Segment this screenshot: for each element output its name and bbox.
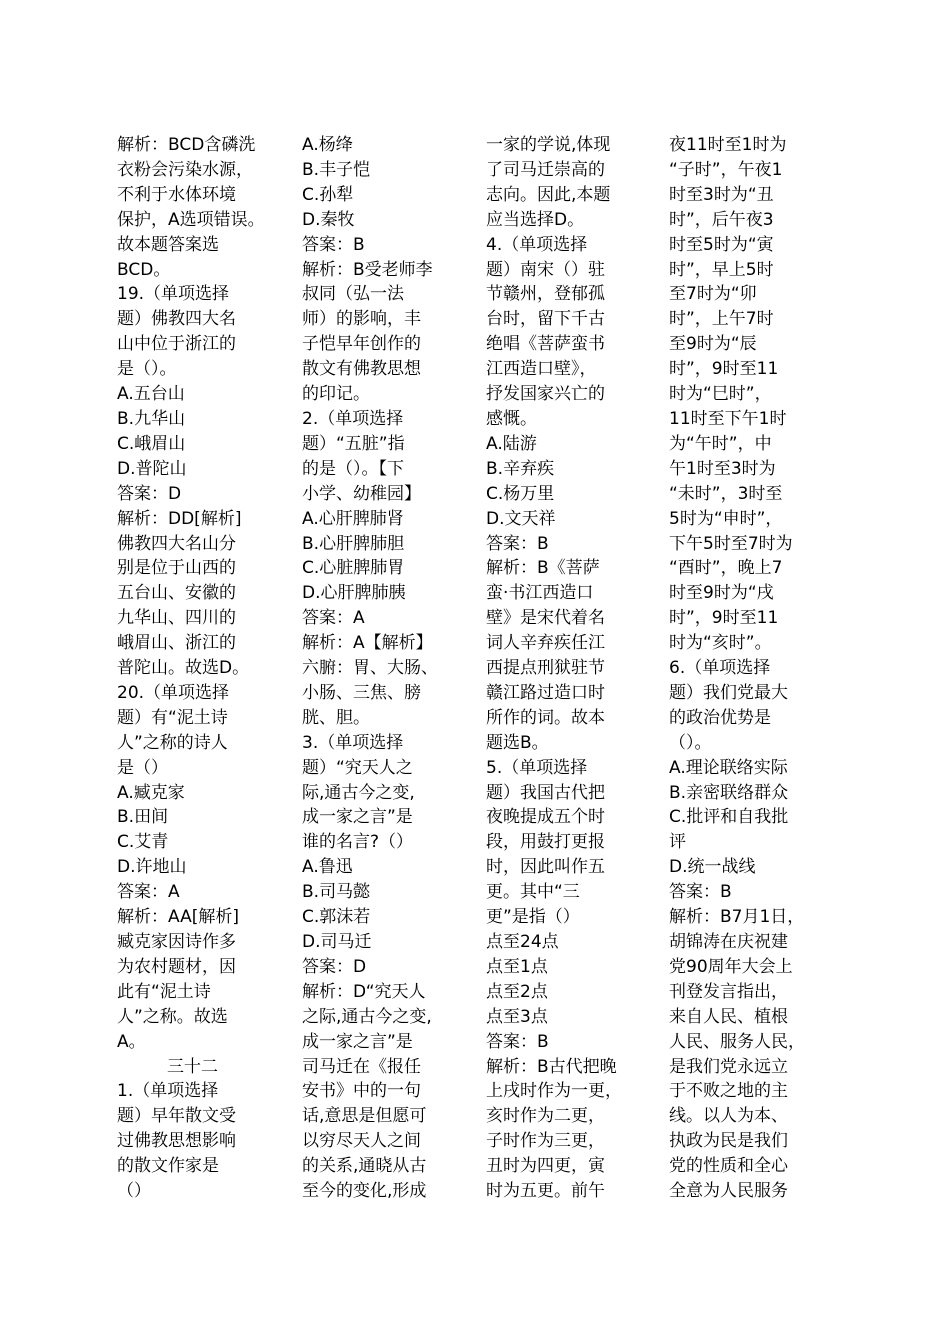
text-line: 2.（单项选择 — [302, 408, 404, 429]
text-line: 时”，早上5时 — [669, 259, 774, 280]
text-line: 20.（单项选择 — [117, 682, 230, 703]
text-line: 六腑：胃、大肠、 — [302, 658, 438, 679]
text-line: B.田间 — [117, 807, 169, 828]
text-line: 至9时为“辰 — [669, 334, 757, 355]
text-line: “子时”，午夜1 — [669, 159, 783, 180]
text-line: 夜11时至1时为 — [669, 135, 787, 155]
text-line: 成一家之言”是 — [302, 1031, 413, 1052]
text-line: 3.（单项选择 — [302, 732, 404, 753]
text-line: 党的性质和全心 — [669, 1156, 788, 1177]
text-line: 臧克家因诗作多 — [117, 932, 236, 952]
text-line: 一家的学说,体现 — [486, 135, 611, 155]
text-line: 赣江路过造口时 — [486, 682, 605, 703]
text-line: D.心肝脾肺胰 — [302, 583, 406, 604]
text-line: 司马迁在《报任 — [302, 1056, 421, 1077]
text-line: 安书》中的一句 — [302, 1081, 421, 1102]
text-line: 更”是指（） — [486, 907, 580, 928]
text-line: 解析：B7月1日， — [669, 907, 805, 928]
text-line: 人”之称。故选 — [117, 1006, 228, 1027]
text-line: 际,通古今之变, — [302, 782, 415, 803]
text-line: 所作的词。故本 — [486, 707, 605, 728]
text-column-3 — [486, 133, 644, 1204]
text-column-2 — [302, 133, 460, 1204]
text-line: 人民、服务人民， — [669, 1031, 805, 1052]
text-line: 答案：A — [117, 882, 180, 903]
text-line: 刊登发言指出， — [669, 981, 788, 1002]
text-line: 西提点刑狱驻节 — [486, 658, 605, 679]
text-line: 胡锦涛在庆祝建 — [669, 932, 788, 952]
text-line: 点至24点 — [486, 932, 559, 952]
text-line: C.艾青 — [117, 832, 169, 853]
text-line: （）。 — [669, 732, 712, 753]
text-line: “酉时”，晚上7 — [669, 558, 783, 579]
text-line: 答案：D — [117, 483, 182, 504]
text-line: 解析：A【解析】 — [302, 633, 433, 654]
text-line: 的印记。 — [302, 384, 370, 405]
text-line: C.峨眉山 — [117, 433, 186, 454]
text-line: C.郭沫若 — [302, 907, 371, 928]
text-line: 子时作为三更， — [486, 1131, 605, 1152]
text-line: B.心肝脾肺胆 — [302, 533, 405, 554]
text-line: 党90周年大会上 — [669, 956, 793, 977]
text-line: 此有“泥土诗 — [117, 981, 211, 1002]
text-line: A.鲁迅 — [302, 857, 353, 878]
text-line: 全意为人民服务 — [669, 1181, 788, 1202]
text-line: 时至3时为“丑 — [669, 184, 774, 205]
text-line: 题选B。 — [486, 732, 549, 753]
text-line: 人”之称的诗人 — [117, 732, 228, 753]
text-line: 散文有佛教思想 — [302, 359, 421, 380]
text-line: 衣粉会污染水源， — [117, 159, 253, 180]
text-line: B.亲密联络群众 — [669, 782, 789, 803]
text-line: A.理论联络实际 — [669, 757, 788, 778]
text-line: 1.（单项选择 — [117, 1081, 219, 1102]
text-line: 上戌时作为一更， — [486, 1081, 622, 1102]
text-line: 节赣州，登郁孤 — [486, 284, 605, 305]
text-column-4 — [669, 133, 829, 1204]
text-line: 之际,通古今之变, — [302, 1006, 432, 1027]
text-line: 答案：A — [302, 608, 365, 629]
text-line: 时，因此叫作五 — [486, 857, 605, 878]
text-line: 江西造口壁》， — [486, 359, 597, 380]
text-line: 点至3点 — [486, 1006, 548, 1027]
text-line: 时”，后午夜3 — [669, 209, 774, 230]
text-line: 于不败之地的主 — [669, 1081, 788, 1102]
text-line: D.文天祥 — [486, 508, 556, 529]
text-line: 以穷尽天人之间 — [302, 1131, 421, 1152]
text-line: A.五台山 — [117, 384, 185, 405]
text-line: 题）我国古代把 — [486, 782, 605, 803]
text-line: B.辛弃疾 — [486, 458, 555, 479]
text-line: A.陆游 — [486, 433, 537, 454]
text-line: 下午5时至7时为 — [669, 533, 793, 554]
text-line: 台时，留下千古 — [486, 309, 605, 330]
text-line: 解析：B《菩萨 — [486, 558, 600, 579]
text-line: 的是（）。【下 — [302, 458, 404, 479]
text-line: 子恺早年创作的 — [302, 334, 421, 355]
text-line: C.批评和自我批 — [669, 807, 789, 828]
text-line: 绝唱《菩萨蛮书 — [486, 334, 605, 355]
text-line: 师）的影响，丰 — [302, 309, 421, 330]
text-line: A.臧克家 — [117, 782, 185, 803]
text-line: 亥时作为二更， — [486, 1106, 605, 1127]
text-line: 五台山、安徽的 — [117, 583, 236, 604]
text-line: D.许地山 — [117, 857, 187, 878]
text-line: 保护，A选项错误。 — [117, 209, 265, 230]
text-line: 19.（单项选择 — [117, 284, 230, 305]
text-line: 至今的变化,形成 — [302, 1181, 427, 1202]
text-line: 6.（单项选择 — [669, 658, 771, 679]
text-line: 答案：D — [302, 956, 367, 977]
text-line: C.心脏脾肺胃 — [302, 558, 405, 579]
text-line: 感慨。 — [486, 408, 537, 429]
text-line: 线。以人为本、 — [669, 1106, 788, 1127]
text-line: 丑时为四更，寅 — [486, 1156, 605, 1177]
text-line: 题）早年散文受 — [117, 1106, 236, 1127]
text-line: 时为五更。前午 — [486, 1181, 605, 1202]
text-line: D.统一战线 — [669, 857, 756, 878]
text-line: 时至5时为“寅 — [669, 234, 774, 255]
text-line: 夜晚提成五个时 — [486, 807, 605, 828]
text-line: 11时至下午1时 — [669, 408, 787, 429]
text-line: 解析：D“究天人 — [302, 981, 426, 1002]
text-line: 题）有“泥土诗 — [117, 707, 228, 728]
text-line: C.孙犁 — [302, 184, 354, 205]
text-line: 话,意思是但愿可 — [302, 1106, 427, 1127]
text-line: A.心肝脾肺肾 — [302, 508, 404, 529]
text-line: 解析：DD[解析] — [117, 508, 242, 529]
text-line: 解析：B古代把晚 — [486, 1056, 617, 1077]
text-column-1 — [117, 133, 275, 1204]
text-line: 时为“巳时”， — [669, 384, 772, 405]
text-line: 佛教四大名山分 — [117, 533, 236, 554]
text-line: 答案：B — [486, 1031, 549, 1052]
text-line: B.九华山 — [117, 408, 186, 429]
text-line: B.司马懿 — [302, 882, 371, 903]
text-line: 的关系,通晓从古 — [302, 1156, 427, 1177]
text-line: 题）我们党最大 — [669, 682, 788, 703]
text-line: 词人辛弃疾任江 — [486, 633, 605, 654]
text-line: 午1时至3时为 — [669, 458, 776, 479]
text-line: 峨眉山、浙江的 — [117, 633, 236, 654]
text-line: 点至2点 — [486, 981, 548, 1002]
text-line: 5时为“申时”， — [669, 508, 783, 529]
text-line: 叔同（弘一法 — [302, 284, 404, 305]
text-line: 为“午时”，中 — [669, 433, 772, 454]
text-line: 应当选择D。 — [486, 209, 585, 230]
text-line: 时至9时为“戌 — [669, 583, 774, 604]
text-line: 胱、胆。 — [302, 707, 370, 728]
text-line: 更。其中“三 — [486, 882, 580, 903]
text-line: “未时”，3时至 — [669, 483, 783, 504]
text-line: 时”，9时至11 — [669, 608, 779, 629]
text-line: 抒发国家兴亡的 — [486, 384, 605, 405]
text-line: 蛮·书江西造口 — [486, 583, 594, 604]
text-line: 4.（单项选择 — [486, 234, 588, 255]
text-line: 段，用鼓打更报 — [486, 832, 605, 853]
text-line: D.普陀山 — [117, 458, 187, 479]
text-line: 山中位于浙江的 — [117, 334, 236, 355]
text-line: 题）“五脏”指 — [302, 433, 405, 454]
text-line: 别是位于山西的 — [117, 558, 236, 579]
text-line: 题）佛教四大名 — [117, 309, 236, 330]
text-line: 成一家之言”是 — [302, 807, 413, 828]
text-line: D.司马迁 — [302, 932, 372, 952]
text-line: 故本题答案选 — [117, 234, 219, 255]
text-line: 是（） — [117, 757, 168, 778]
text-line: A.杨绛 — [302, 135, 353, 155]
text-line: 的散文作家是 — [117, 1156, 219, 1177]
text-line: （） — [117, 1181, 151, 1202]
text-line: D.秦牧 — [302, 209, 355, 230]
text-line: B.丰子恺 — [302, 159, 371, 180]
section-heading: 三十二 — [167, 1056, 218, 1077]
text-line: 评 — [669, 832, 686, 853]
text-line: 是（）。 — [117, 359, 177, 380]
text-line: 志向。因此,本题 — [486, 184, 611, 205]
text-line: 点至1点 — [486, 956, 548, 977]
text-line: 是我们党永远立 — [669, 1056, 788, 1077]
text-line: 题）南宋（）驻 — [486, 259, 605, 280]
text-line: 来自人民、植根 — [669, 1006, 788, 1027]
text-line: 解析：AA[解析] — [117, 907, 239, 928]
text-line: 小学、幼稚园】 — [302, 483, 421, 504]
text-line: 5.（单项选择 — [486, 757, 588, 778]
text-line: 答案：B — [302, 234, 365, 255]
text-line: 时”，9时至11 — [669, 359, 779, 380]
text-line: 了司马迁崇高的 — [486, 159, 605, 180]
text-line: 为农村题材，因 — [117, 956, 236, 977]
text-line: A。 — [117, 1031, 146, 1052]
text-line: 解析：B受老师李 — [302, 259, 433, 280]
text-line: 时为“亥时”。 — [669, 633, 772, 654]
text-line: 普陀山。故选D。 — [117, 658, 250, 679]
text-line: C.杨万里 — [486, 483, 555, 504]
text-line: 答案：B — [486, 533, 549, 554]
text-line: 答案：B — [669, 882, 732, 903]
text-line: 谁的名言?（） — [302, 832, 414, 853]
text-line: 时”，上午7时 — [669, 309, 774, 330]
text-line: 的政治优势是 — [669, 707, 771, 728]
text-line: 解析：BCD含磷洗 — [117, 135, 256, 155]
text-line: 过佛教思想影响 — [117, 1131, 236, 1152]
text-line: 壁》是宋代着名 — [486, 608, 605, 629]
text-line: 执政为民是我们 — [669, 1131, 788, 1152]
text-line: BCD。 — [117, 259, 171, 280]
text-line: 小肠、三焦、膀 — [302, 682, 421, 703]
text-line: 至7时为“卯 — [669, 284, 757, 305]
text-line: 题）“究天人之 — [302, 757, 413, 778]
text-line: 九华山、四川的 — [117, 608, 236, 629]
text-line: 不利于水体环境 — [117, 184, 236, 205]
